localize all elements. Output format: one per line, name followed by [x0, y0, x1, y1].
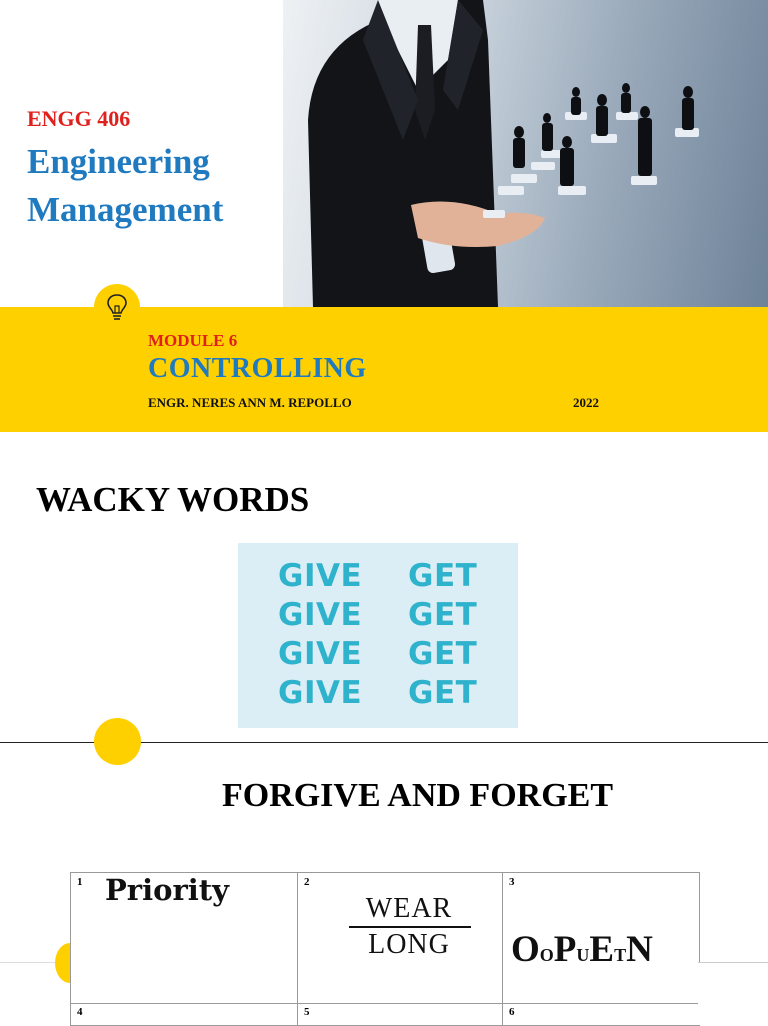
rebus-letter: T	[614, 945, 627, 965]
rebus-letter: O	[511, 929, 540, 970]
puzzle-answer: FORGIVE AND FORGET	[221, 777, 614, 814]
puzzle-word-left: GIVE	[278, 636, 363, 672]
rebus-priority: Priority	[105, 873, 229, 907]
puzzle-word-right: GET	[408, 675, 478, 711]
accent-dot	[94, 718, 141, 765]
puzzle-word-right: GET	[408, 636, 478, 672]
cell-number: 5	[304, 1006, 310, 1018]
rebus-letter: P	[553, 929, 577, 970]
cell-number: 6	[509, 1006, 515, 1018]
course-code: ENGG 406	[27, 106, 131, 131]
slide-title: WACKY WORDS	[36, 480, 310, 519]
table-divider	[71, 1003, 699, 1004]
rebus-numerator: WEAR	[365, 893, 453, 924]
rebus-open-up	[511, 928, 653, 971]
year-label: 2022	[573, 395, 599, 410]
puzzle-word-left: GIVE	[278, 675, 363, 711]
businessman-photo	[283, 0, 768, 307]
lightbulb-icon	[106, 293, 128, 321]
module-name: CONTROLLING	[148, 353, 367, 384]
author-name: ENGR. NERES ANN M. REPOLLO	[148, 395, 352, 410]
cell-number: 3	[509, 876, 515, 888]
lightbulb-badge	[94, 284, 140, 330]
course-title-line1: Engineering	[27, 142, 210, 181]
title-slide	[0, 0, 768, 432]
cell-number: 4	[77, 1006, 83, 1018]
course-title-line2: Management	[27, 190, 224, 229]
businessman-illustration	[283, 0, 768, 307]
rebus-letter: E	[589, 929, 615, 970]
fraction-bar	[349, 926, 471, 928]
rebus-puzzle-table	[70, 872, 700, 1026]
puzzle-word-right: GET	[408, 558, 478, 594]
rebus-letter: N	[626, 929, 653, 970]
puzzle-word-right: GET	[408, 597, 478, 633]
cell-number: 1	[77, 876, 83, 888]
puzzle-word-left: GIVE	[278, 558, 363, 594]
module-label: MODULE 6	[148, 331, 238, 350]
rebus-letter: U	[576, 945, 590, 965]
rebus-denominator: LONG	[368, 929, 450, 960]
puzzle-word-left: GIVE	[278, 597, 363, 633]
slide-margin	[698, 962, 768, 1025]
word-puzzle-box	[238, 543, 518, 728]
rebus-letter: O	[539, 945, 554, 965]
cell-number: 2	[304, 876, 310, 888]
course-title	[27, 138, 223, 234]
